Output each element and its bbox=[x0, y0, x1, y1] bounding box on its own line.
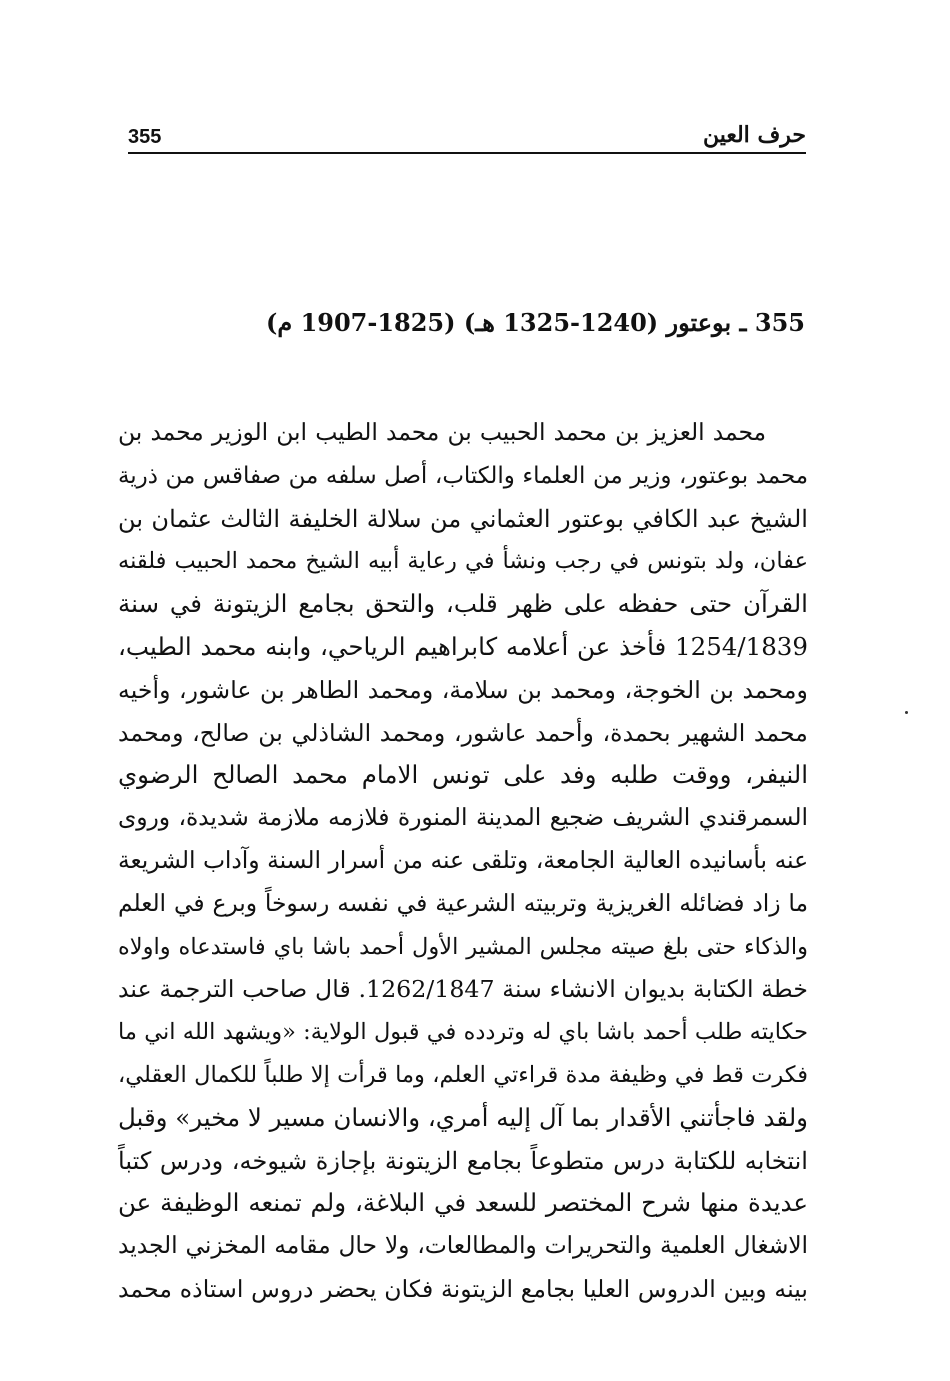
page-number: 355 bbox=[128, 126, 162, 148]
body-line: بينه وبين الدروس العليا بجامع الزيتونة فكان يحضر دروس استاذه محمد bbox=[118, 1274, 808, 1303]
body-line: السمرقندي الشريف ضجيع المدينة المنورة فلازمه ملازمة شديدة، وروى bbox=[118, 804, 808, 832]
body-line: عفان، ولد بتونس في رجب ونشأ في رعاية أبيه الشيخ محمد الحبيب فلقنه bbox=[118, 548, 808, 575]
scan-speck bbox=[905, 711, 908, 714]
body-line: محمد بوعتور، وزير من العلماء والكتاب، أصل سلفه من صفاقس من ذرية bbox=[118, 462, 808, 489]
body-line: ما زاد فضائله الغريزية وتربيته الشرعية في نفسه رسوخاً وبرع في العلم bbox=[118, 889, 808, 917]
body-line: القرآن حتى حفظه على ظهر قلب، والتحق بجامع الزيتونة في سنة bbox=[118, 589, 808, 619]
body-line: ومحمد بن الخوجة، ومحمد بن سلامة، ومحمد الطاهر بن عاشور، وأخيه bbox=[118, 675, 808, 704]
body-line: حكايته طلب أحمد باشا باي له وتردده في قبول الولاية: «ويشهد الله اني ما bbox=[118, 1019, 808, 1046]
entry-heading: 355 ـ بوعتور (1240-1325 هـ) (1825-1907 م) bbox=[265, 308, 805, 337]
running-header bbox=[128, 120, 806, 154]
running-title: حرف العين bbox=[702, 122, 806, 148]
body-line: النيفر، ووقت طلبه وفد على تونس الامام محمد الصالح الرضوي bbox=[118, 760, 808, 790]
body-line: عنه بأسانيده العالية الجامعة، وتلقى عنه من أسرار السنة وآداب الشريعة bbox=[118, 846, 808, 874]
body-line: انتخابه للكتابة درس متطوعاً بجامع الزيتونة بإجازة شيوخه، ودرس كتباً bbox=[118, 1146, 808, 1175]
body-line: والذكاء حتى بلغ صيته مجلس المشير الأول أحمد باشا باي فاستدعاه واولاه bbox=[118, 933, 808, 960]
body-line: الاشغال العلمية والتحريرات والمطالعات، ولا حال مقامه المخزني الجديد bbox=[118, 1232, 808, 1260]
body-line: فكرت قط في وظيفة مدة قراءتي العلم، وما قرأت إلا طلباً للكمال العقلي، bbox=[118, 1061, 808, 1088]
body-line: محمد العزيز بن محمد الحبيب بن محمد الطيب ابن الوزير محمد بن bbox=[118, 419, 766, 446]
body-line: الشيخ عبد الكافي بوعتور العثماني من سلالة الخليفة الثالث عثمان بن bbox=[118, 504, 808, 533]
entry-body bbox=[118, 412, 808, 1311]
body-line: عديدة منها شرح المختصر للسعد في البلاغة، ولم تمنعه الوظيفة عن bbox=[118, 1188, 808, 1218]
body-line: ولقد فاجأتني الأقدار بما آل إليه أمري، والانسان مسير لا مخير» وقبل bbox=[118, 1102, 808, 1132]
body-line: محمد الشهير بحمدة، وأحمد عاشور، ومحمد الشاذلي بن صالح، ومحمد bbox=[118, 718, 808, 747]
body-line: 1254/1839 فأخذ عن أعلامه كابراهيم الرياحي، وابنه محمد الطيب، bbox=[118, 631, 808, 661]
body-line: خطة الكتابة بديوان الانشاء سنة 1262/1847. قال صاحب الترجمة عند bbox=[118, 975, 808, 1004]
